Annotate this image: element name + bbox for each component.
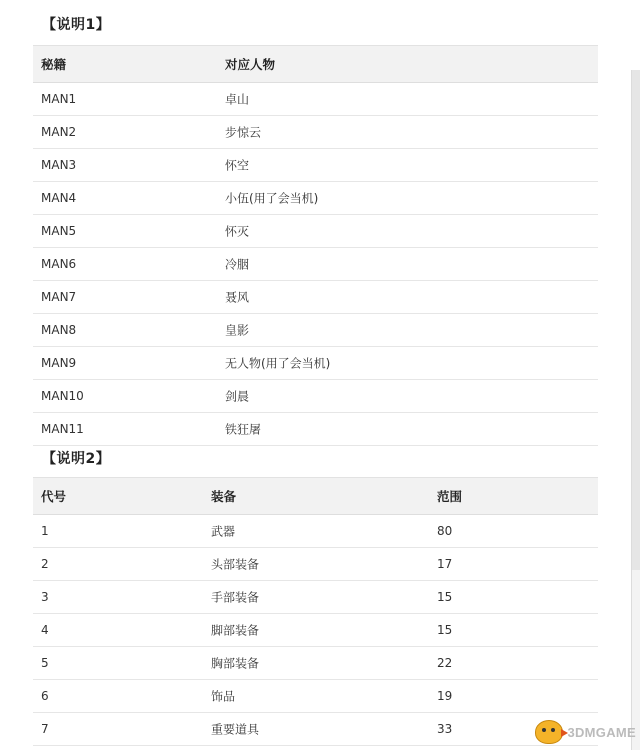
- table-cell: 7: [41, 722, 49, 736]
- table-cell: 19: [437, 689, 453, 703]
- table-row: [33, 248, 598, 281]
- table-cell: 手部装备: [211, 590, 260, 605]
- table-cell: 卓山: [225, 92, 250, 107]
- table-cell: 4: [41, 623, 49, 637]
- table-cell: 剑晨: [225, 389, 250, 404]
- table-cell: 2: [41, 557, 49, 571]
- header-cell: 秘籍: [41, 57, 67, 72]
- table-row: [33, 281, 598, 314]
- table-cell: 22: [437, 656, 453, 670]
- table-cell: 怀空: [225, 158, 250, 173]
- table-header: [33, 45, 598, 83]
- table-cell: MAN10: [41, 389, 84, 403]
- watermark: [535, 720, 636, 744]
- table-row: [33, 581, 598, 614]
- table-row: [33, 347, 598, 380]
- table-cell: MAN6: [41, 257, 77, 271]
- table-row: [33, 380, 598, 413]
- table-cell: 小伍(用了会当机): [225, 191, 319, 206]
- table-row: [33, 647, 598, 680]
- table-row: [33, 314, 598, 347]
- table-row: [33, 713, 598, 746]
- table-cell: MAN4: [41, 191, 77, 205]
- table-cell: 怀灭: [225, 224, 250, 239]
- table-cell: 聂风: [225, 290, 250, 305]
- table-cell: 17: [437, 557, 453, 571]
- table-cell: 胸部装备: [211, 656, 260, 671]
- table-cell: MAN2: [41, 125, 77, 139]
- table-cell: MAN9: [41, 356, 77, 370]
- section1-title: 【说明1】: [42, 17, 111, 33]
- table-cell: 33: [437, 722, 453, 736]
- header-cell: 装备: [211, 489, 237, 504]
- table-cell: MAN7: [41, 290, 77, 304]
- table-cell: 5: [41, 656, 49, 670]
- table-cell: MAN1: [41, 92, 77, 106]
- table-row: [33, 215, 598, 248]
- table-cell: 铁狂屠: [225, 422, 262, 437]
- table-row: [33, 548, 598, 581]
- table-section1: [33, 45, 598, 446]
- table-cell: MAN11: [41, 422, 84, 436]
- table-cell: MAN5: [41, 224, 77, 238]
- table-cell: 饰品: [211, 689, 236, 704]
- table-header: [33, 477, 598, 515]
- scrollbar-thumb[interactable]: [632, 70, 640, 570]
- mascot-logo-icon: [535, 720, 563, 744]
- table-cell: MAN8: [41, 323, 77, 337]
- table-cell: 重要道具: [211, 722, 260, 737]
- table-cell: 80: [437, 524, 453, 538]
- table-section2: [33, 477, 598, 746]
- table-row: [33, 413, 598, 446]
- table-cell: 无人物(用了会当机): [225, 356, 331, 371]
- table-cell: 皇影: [225, 323, 250, 338]
- table-cell: 3: [41, 590, 49, 604]
- table-cell: 头部装备: [211, 557, 260, 572]
- table-row: [33, 83, 598, 116]
- table-cell: MAN3: [41, 158, 77, 172]
- table-row: [33, 116, 598, 149]
- table-row: [33, 614, 598, 647]
- table-cell: 1: [41, 524, 49, 538]
- table-row: [33, 182, 598, 215]
- section2-title: 【说明2】: [42, 451, 111, 467]
- table-cell: 脚部装备: [211, 623, 260, 638]
- table-row: [33, 149, 598, 182]
- watermark-text: 3DMGAME: [567, 724, 636, 740]
- table-cell: 步惊云: [225, 125, 262, 140]
- table-row: [33, 680, 598, 713]
- table-cell: 武器: [211, 524, 236, 539]
- table-cell: 15: [437, 623, 453, 637]
- header-cell: 代号: [41, 489, 67, 504]
- table-cell: 冷胭: [225, 257, 250, 272]
- table-cell: 15: [437, 590, 453, 604]
- table-row: [33, 515, 598, 548]
- header-cell: 对应人物: [225, 57, 276, 72]
- header-cell: 范围: [437, 489, 463, 504]
- table-cell: 6: [41, 689, 49, 703]
